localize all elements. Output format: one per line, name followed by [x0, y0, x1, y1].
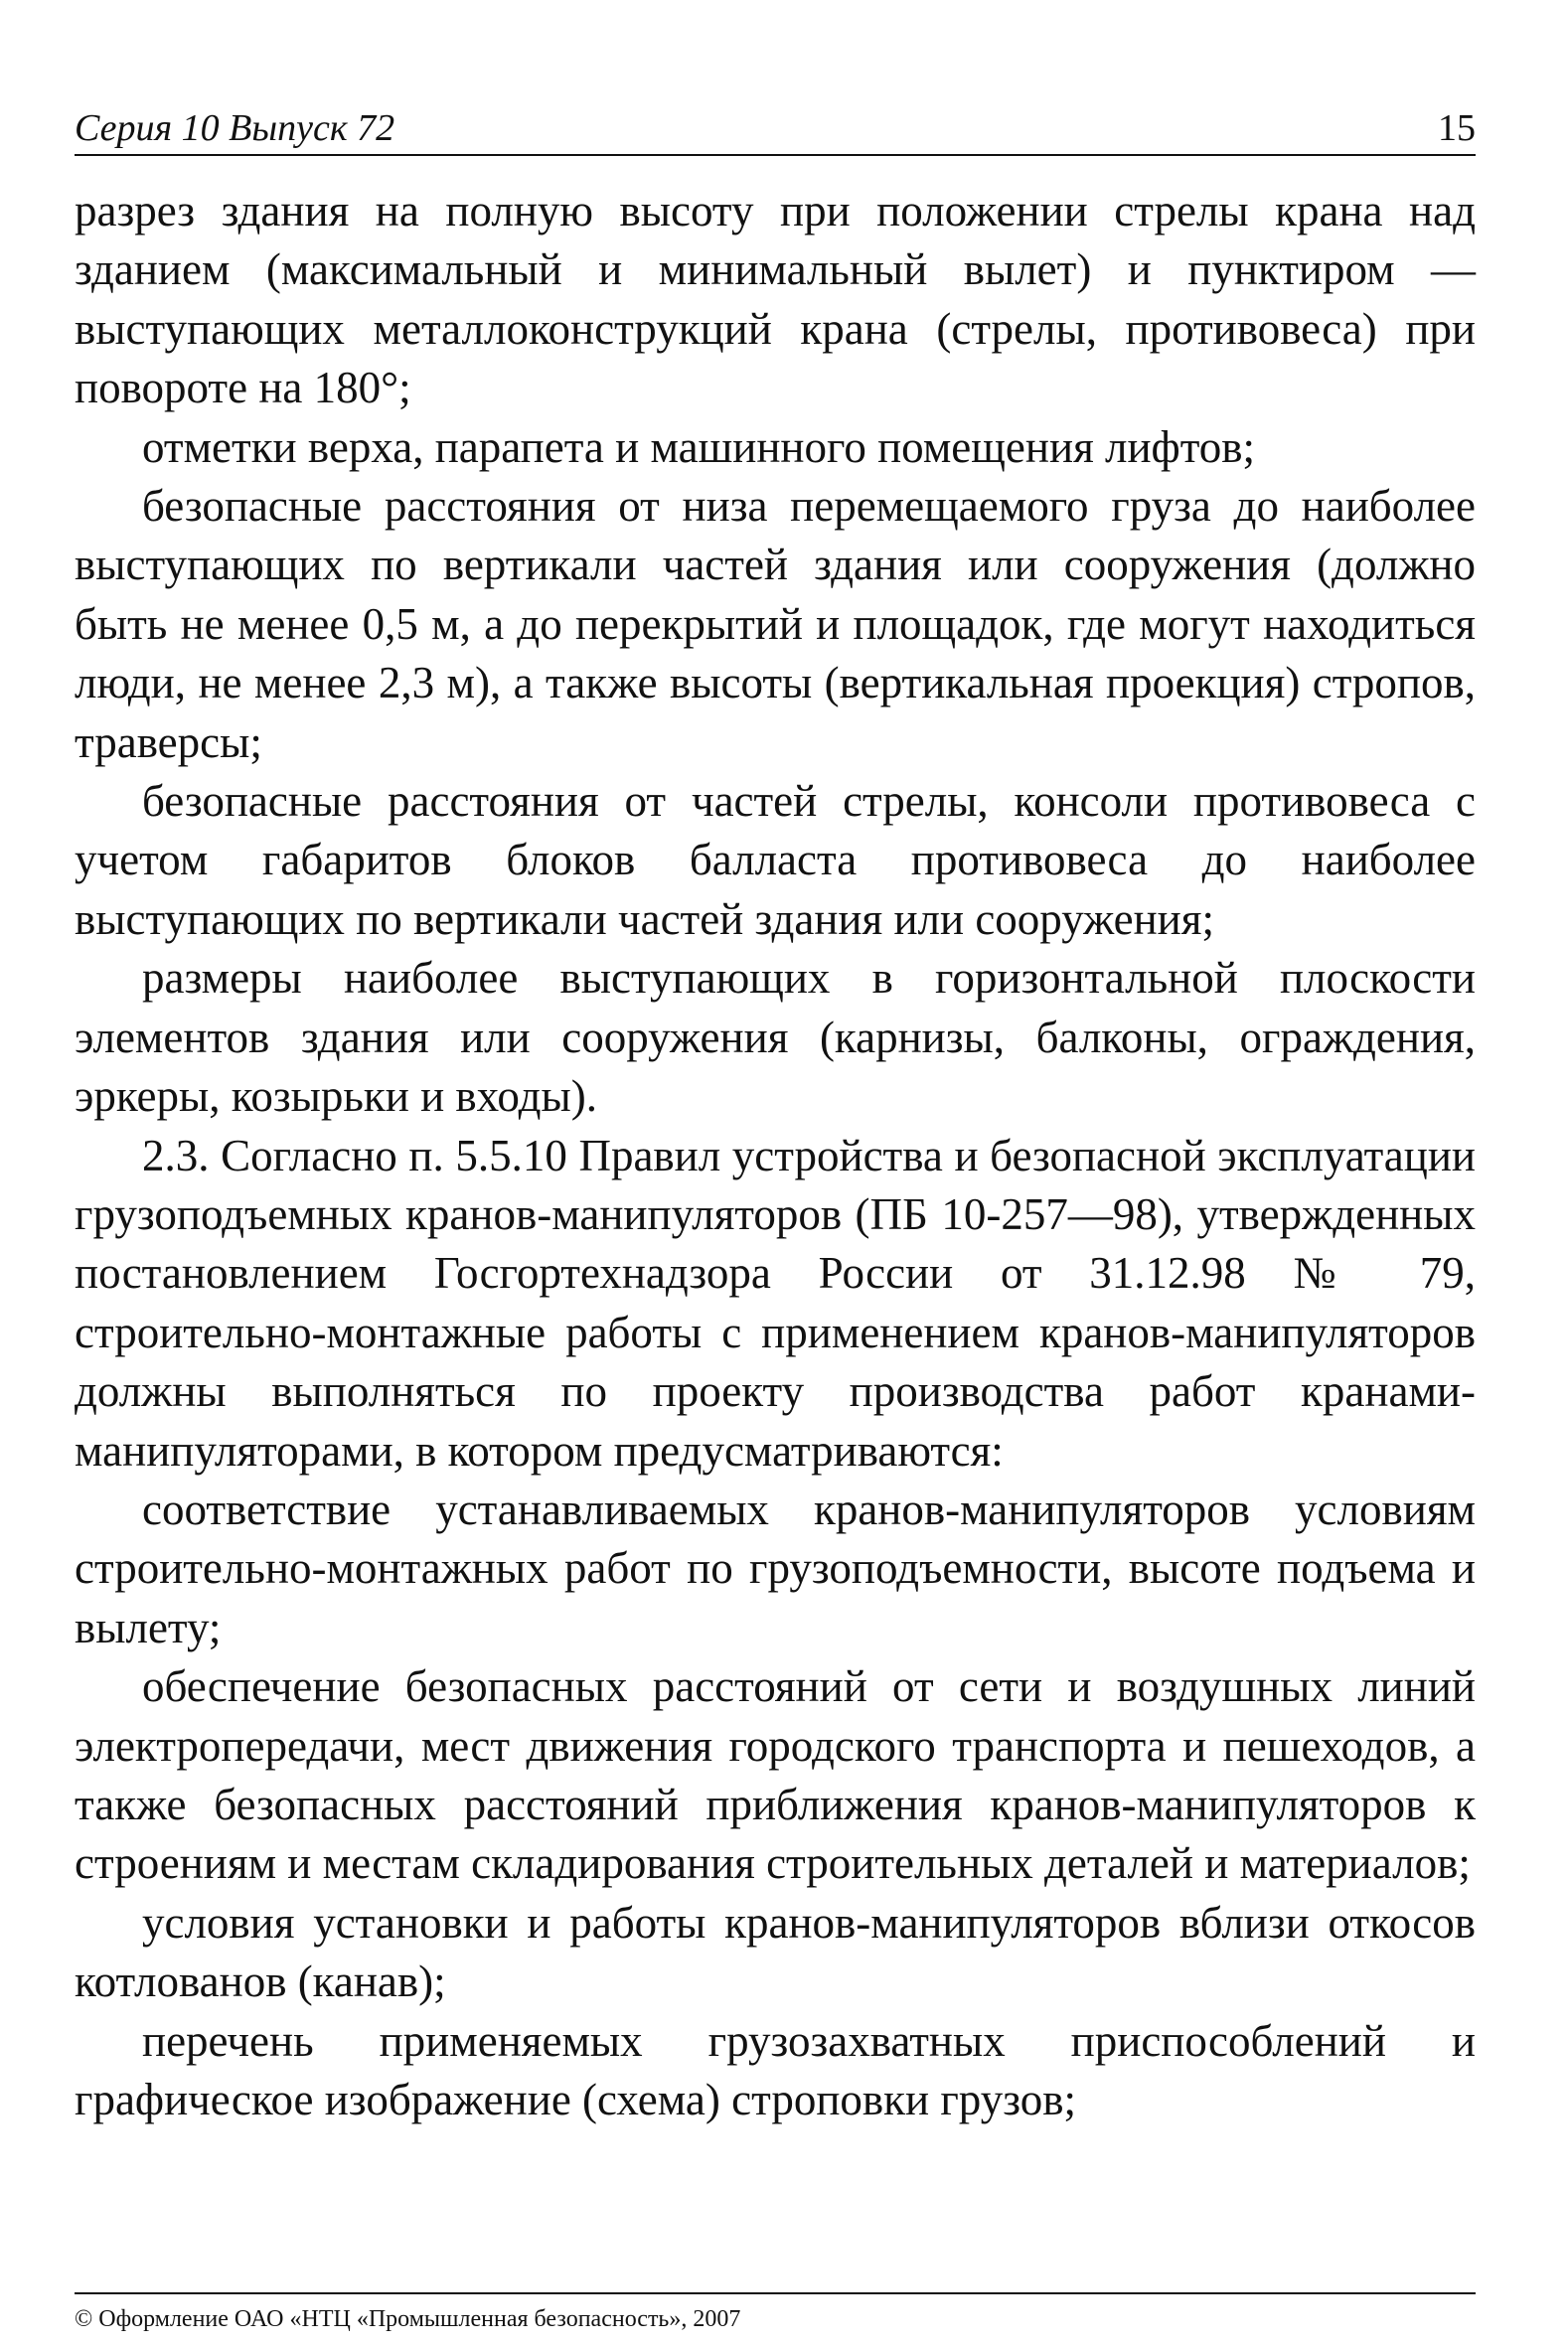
document-page — [75, 104, 1476, 2332]
page-number: 15 — [1438, 107, 1476, 149]
paragraph: условия установки и работы кранов-манипуляторов вблизи откосов котлованов (канав); — [75, 1897, 1476, 2007]
paragraph: разрез здания на полную высоту при положении стрелы крана над зданием (максимальный и минимальный вылет) и пунктиром — выступающих металлоконструкций крана (стрелы, противовеса) при повороте на 180°; — [75, 186, 1476, 413]
paragraph: 2.3. Согласно п. 5.5.10 Правил устройства и безопасной эксплуатации грузоподъемных кранов-манипуляторов (ПБ 10-257—98), утвержденных постановлением Госгортехнадзора России от 31.12.98 № 79, строительно-монтажные работы с применением кранов-манипуляторов должны выполняться по проекту производства работ кранами-манипуляторами, в котором предусматриваются: — [75, 1130, 1476, 1476]
paragraph: безопасные расстояния от низа перемещаемого груза до наиболее выступающих по вертикали частей здания или сооружения (должно быть не менее 0,5 м, а до перекрытий и площадок, где могут находиться люди, не менее 2,3 м), а также высоты (вертикальная проекция) стропов, траверсы; — [75, 481, 1476, 767]
paragraph: обеспечение безопасных расстояний от сети и воздушных линий электропередачи, мест движения городского транспорта и пешеходов, а также безопасных расстояний приближения кранов-манипуляторов к строениям и местам складирования строительных деталей и материалов; — [75, 1661, 1476, 1889]
paragraph: перечень применяемых грузозахватных приспособлений и графическое изображение (схема) строповки грузов; — [75, 2015, 1476, 2124]
series-title: Серия 10 Выпуск 72 — [75, 107, 395, 149]
page-header — [75, 104, 1476, 156]
page-footer — [75, 2292, 1476, 2333]
paragraph: отметки верха, парапета и машинного помещения лифтов; — [142, 421, 1256, 472]
paragraph: безопасные расстояния от частей стрелы, консоли противовеса с учетом габаритов блоков балласта противовеса до наиболее выступающих по вертикали частей здания или сооружения; — [75, 776, 1476, 944]
paragraph: соответствие устанавливаемых кранов-манипуляторов условиям строительно-монтажных работ по грузоподъемности, высоте подъема и вылету; — [75, 1484, 1476, 1652]
copyright-notice: © Оформление ОАО «НТЦ «Промышленная безопасность», 2007 — [75, 2306, 741, 2332]
body-text — [75, 182, 1476, 2129]
paragraph: размеры наиболее выступающих в горизонтальной плоскости элементов здания или сооружения (карнизы, балконы, ограждения, эркеры, козырьки и входы). — [75, 953, 1476, 1122]
